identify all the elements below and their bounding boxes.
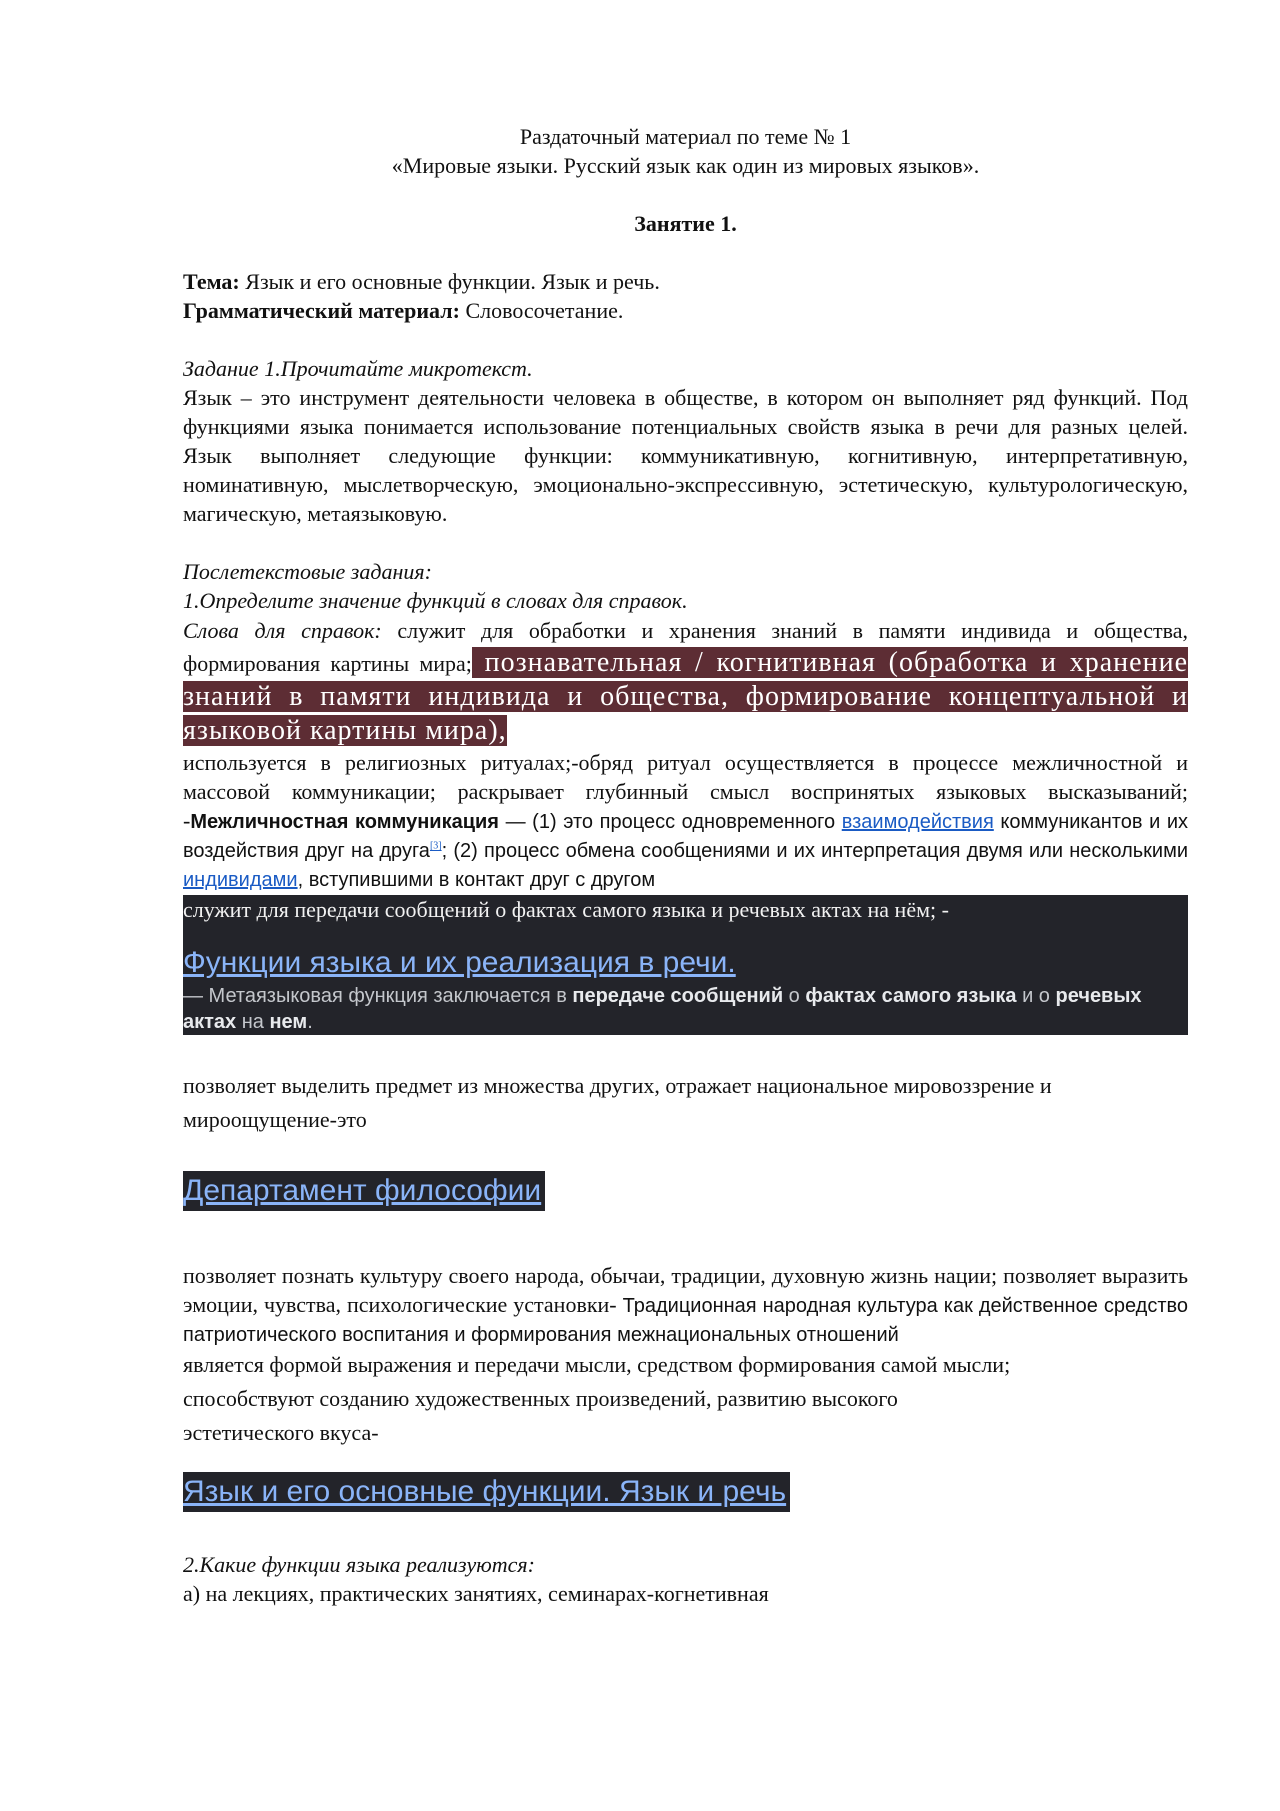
ritual-paragraph <box>183 748 1188 893</box>
metalanguage-line: служит для передачи сообщений о фактах самого языка и речевых актах на нём; - <box>183 897 949 922</box>
task1-title: Задание 1.Прочитайте микротекст. <box>183 356 533 381</box>
words-label: Слова для справок: <box>183 618 382 643</box>
culture-paragraph <box>183 1261 1188 1348</box>
language-functions-link[interactable]: Язык и его основные функции. Язык и речь <box>183 1472 790 1512</box>
aesthetic-line1: способствуют созданию художественных произведений, развитию высокого <box>183 1386 898 1411</box>
grammar-label: Грамматический материал: <box>183 298 460 323</box>
interpersonal-bold: Межличностная коммуникация <box>190 811 499 833</box>
words-text1: служит для обработки и хранения знаний в памяти индивида и общества, формирования картины мира; <box>183 618 1188 676</box>
interpersonal-text3: ; (2) процесс обмена сообщениями и их интерпретация двумя или несколькими <box>441 840 1189 862</box>
doc-title-line1: Раздаточный материал по теме № 1 <box>519 124 852 149</box>
snippet-bold: фактах самого языка <box>805 985 1017 1007</box>
thought-line: является формой выражения и передачи мысли, средством формирования самой мысли; <box>183 1352 1011 1377</box>
philosophy-dept-link[interactable]: Департамент философии <box>183 1171 545 1211</box>
theme-label: Тема: <box>183 269 240 294</box>
metalanguage-snippet <box>183 983 1188 1035</box>
question1: 1.Определите значение функций в словах для справок. <box>183 588 688 613</box>
ritual-text: используется в религиозных ритуалах;-обряд ритуал осуществляется в процессе межличностной и массовой коммуникации; раскрывает глубинный смысл воспринятых языковых высказываний; - <box>183 750 1188 833</box>
interpersonal-text2: коммуникантов и их воздействия друг на друга <box>183 811 1189 862</box>
words-paragraph <box>183 615 1188 748</box>
doc-title-line2: «Мировые языки. Русский язык как один из мировых языков». <box>391 153 980 178</box>
snippet-text: о <box>783 985 806 1007</box>
snippet-bold: нем <box>269 1011 308 1033</box>
lesson-title: Занятие 1. <box>634 211 737 236</box>
posttext-title: Послетекстовые задания: <box>183 559 432 584</box>
snippet-text: . <box>307 1011 313 1033</box>
question2-answer-a: а) на лекциях, практических занятиях, семинарах-когнетивная <box>183 1581 769 1606</box>
snippet-bold: речевых актах <box>183 985 1142 1033</box>
snippet-text: — Метаязыковая функция заключается в <box>183 985 573 1007</box>
footnote-link[interactable]: [3] <box>429 840 442 852</box>
task1-text: Язык – это инструмент деятельности человека в обществе, в котором он выполняет ряд функций. Под функциями языка понимается использование потенциальных свойств языка в речи для разных целей. Язык выполняет следующие функции: коммуникативную, когнитивную, интерпретативную, номинативную, мыслетворческую, эмоционально-экспрессивную, эстетическую, культурологическую, магическую, метаязыковую. <box>183 385 1188 526</box>
individuals-link[interactable]: индивидами <box>183 869 298 891</box>
grammar-line <box>183 296 1188 325</box>
interpersonal-text1: — (1) это процесс одновременного <box>498 811 842 833</box>
aesthetic-line2: эстетического вкуса- <box>183 1420 379 1445</box>
interaction-link[interactable]: взаимодействия <box>841 811 994 833</box>
nominative-paragraph: позволяет выделить предмет из множества других, отражает национальное мировоззрение и мироощущение-это <box>183 1073 1052 1132</box>
culture-sans-text: Традиционная народная культура как действенное средство патриотического воспитания и формирования межнациональных отношений <box>183 1295 1188 1346</box>
snippet-text: на <box>236 1011 270 1033</box>
cognitive-highlight: познавательная / когнитивная (обработка и хранение знаний в памяти индивида и общества, формирование концептуальной и языковой картины мира), <box>183 647 1188 746</box>
theme-line <box>183 267 1188 296</box>
interpersonal-text4: , вступившими в контакт друг с другом <box>297 869 656 891</box>
functions-heading-link[interactable]: Функции языка и их реализация в речи. <box>183 946 736 979</box>
snippet-text: и о <box>1016 985 1056 1007</box>
grammar-value: Словосочетание. <box>459 298 624 323</box>
metalanguage-dark-box <box>183 895 1188 1035</box>
question2: 2.Какие функции языка реализуются: <box>183 1552 535 1577</box>
snippet-bold: передаче сообщений <box>572 985 784 1007</box>
document-body <box>183 122 1188 1608</box>
theme-value: Язык и его основные функции. Язык и речь. <box>239 269 660 294</box>
culture-text: позволяет познать культуру своего народа, обычаи, традиции, духовную жизнь нации; позволяет выразить эмоции, чувства, психологические установки- <box>183 1263 1188 1317</box>
